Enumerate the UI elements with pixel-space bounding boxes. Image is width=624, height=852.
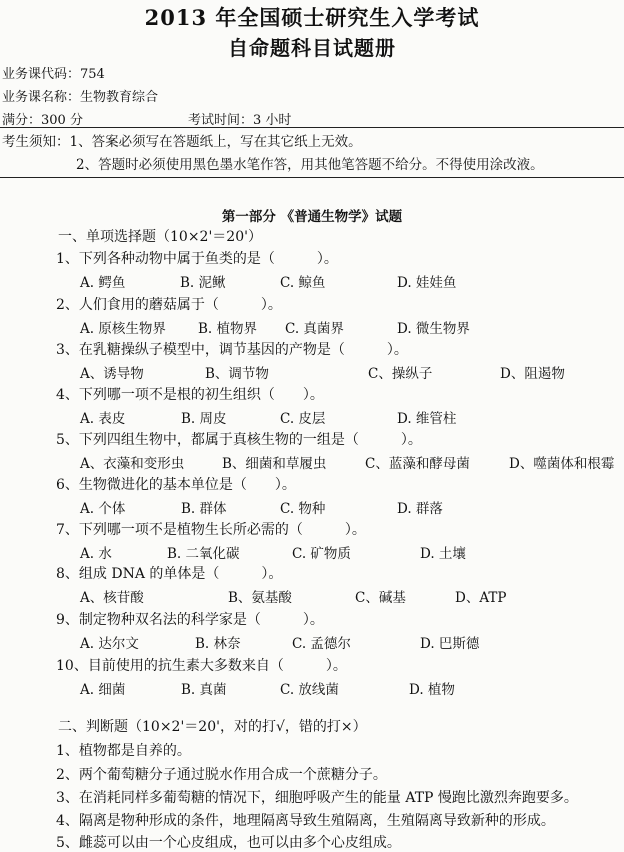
q7-option-a: A. 水: [80, 546, 112, 562]
q5-option-d: D、噬菌体和根霉: [509, 456, 615, 472]
q2-option-c: C. 真菌界: [285, 321, 344, 337]
full-score-value: 300 分: [41, 113, 83, 128]
q6-option-a: A. 个体: [80, 501, 126, 517]
q1-option-c: C. 鲸鱼: [280, 275, 326, 291]
question-7: 7、下列哪一项不是植物生长所必需的（ ）。: [56, 522, 366, 538]
question-2: 2、人们食用的蘑菇属于（ ）。: [56, 297, 282, 313]
q9-option-a: A. 达尔文: [80, 636, 139, 652]
q10-option-d: D. 植物: [409, 682, 455, 698]
q4-option-a: A. 表皮: [80, 411, 126, 427]
course-code-value: 754: [80, 67, 105, 82]
notice-line-2: 2、答题时必须使用黑色墨水笔作答，用其他笔答题不给分。不得使用涂改液。: [76, 157, 544, 173]
course-name-value: 生物教育综合: [80, 90, 159, 105]
course-code: [2, 63, 105, 82]
q8-option-a: A、核苷酸: [80, 590, 144, 606]
question-6: 6、生物微进化的基本单位是（ ）。: [56, 477, 296, 493]
exam-subtitle: 自命题科目试题册: [228, 36, 396, 60]
question-10: 10、目前使用的抗生素大多数来自（ ）。: [56, 658, 347, 674]
exam-title: 2013 年全国硕士研究生入学考试: [144, 5, 480, 30]
q6-option-d: D. 群落: [397, 501, 443, 517]
course-name: [2, 86, 158, 105]
question-3: 3、在乳糖操纵子模型中，调节基因的产物是（ ）。: [56, 342, 408, 358]
q9-option-d: D. 巴斯德: [420, 636, 480, 652]
q3-option-a: A、诱导物: [80, 366, 144, 382]
q8-option-b: B、氨基酸: [228, 590, 292, 606]
q1-option-d: D. 娃娃鱼: [397, 275, 457, 291]
q5-option-c: C、蓝藻和酵母菌: [365, 456, 470, 472]
q10-option-b: B. 真菌: [181, 682, 227, 698]
judge-item-1: 1、植物都是自养的。: [56, 743, 191, 759]
q2-option-d: D. 微生物界: [397, 321, 470, 337]
q4-option-c: C. 皮层: [280, 411, 326, 427]
q3-option-b: B、调节物: [205, 366, 269, 382]
q7-option-b: B. 二氧化碳: [167, 546, 240, 562]
q9-option-b: B. 林奈: [195, 636, 241, 652]
q7-option-c: C. 矿物质: [292, 546, 351, 562]
q1-option-b: B. 泥鳅: [180, 275, 226, 291]
part-title: 第一部分 《普通生物学》试题: [221, 209, 403, 225]
q10-option-a: A. 细菌: [80, 682, 126, 698]
exam-time: [188, 109, 291, 128]
exam-time-value: 3 小时: [253, 113, 292, 128]
course-name-label: 业务课名称：: [2, 90, 81, 105]
judge-item-5: 5、雌蕊可以由一个心皮组成，也可以由多个心皮组成。: [56, 835, 401, 851]
course-code-label: 业务课代码：: [2, 67, 81, 82]
q5-option-b: B、细菌和草履虫: [222, 456, 327, 472]
q5-option-a: A、衣藻和变形虫: [80, 456, 185, 472]
section1-title: 一、单项选择题（10×2'＝20'）: [58, 229, 262, 245]
q4-option-b: B. 周皮: [181, 411, 227, 427]
question-9: 9、制定物种双名法的科学家是（ ）。: [56, 612, 324, 628]
full-score: [2, 109, 83, 128]
judge-item-3: 3、在消耗同样多葡萄糖的情况下，细胞呼吸产生的能量 ATP 慢跑比激烈奔跑要多。: [56, 790, 578, 806]
q7-option-d: D. 土壤: [420, 546, 466, 562]
divider-top: [0, 127, 624, 128]
q1-option-a: A. 鳄鱼: [80, 275, 126, 291]
full-score-label: 满分：: [2, 113, 42, 128]
q4-option-d: D. 维管柱: [397, 411, 457, 427]
q2-option-b: B. 植物界: [198, 321, 258, 337]
section2-title: 二、判断题（10×2'＝20'，对的打√，错的打×）: [58, 719, 367, 735]
exam-time-label: 考试时间：: [188, 113, 254, 128]
question-1: 1、下列各种动物中属于鱼类的是（ ）。: [56, 251, 338, 267]
q3-option-d: D、阻遏物: [500, 366, 565, 382]
question-8: 8、组成 DNA 的单体是（ ）。: [56, 566, 283, 582]
q2-option-a: A. 原核生物界: [80, 321, 166, 337]
q3-option-c: C、操纵子: [368, 366, 433, 382]
q6-option-b: B. 群体: [181, 501, 227, 517]
notice-line-1: 考生须知：1、答案必须写在答题纸上，写在其它纸上无效。: [2, 134, 362, 150]
q10-option-c: C. 放线菌: [280, 682, 339, 698]
q8-option-d: D、ATP: [455, 590, 507, 606]
q8-option-c: C、碱基: [355, 590, 406, 606]
question-4: 4、下列哪一项不是根的初生组织（ ）。: [56, 387, 324, 403]
q6-option-c: C. 物种: [280, 501, 326, 517]
divider-bottom: [0, 177, 624, 178]
judge-item-4: 4、隔离是物种形成的条件，地理隔离导致生殖隔离，生殖隔离导致新种的形成。: [56, 813, 555, 829]
judge-item-2: 2、两个葡萄糖分子通过脱水作用合成一个蔗糖分子。: [56, 767, 387, 783]
q9-option-c: C. 孟德尔: [292, 636, 351, 652]
question-5: 5、下列四组生物中，都属于真核生物的一组是（ ）。: [56, 432, 422, 448]
